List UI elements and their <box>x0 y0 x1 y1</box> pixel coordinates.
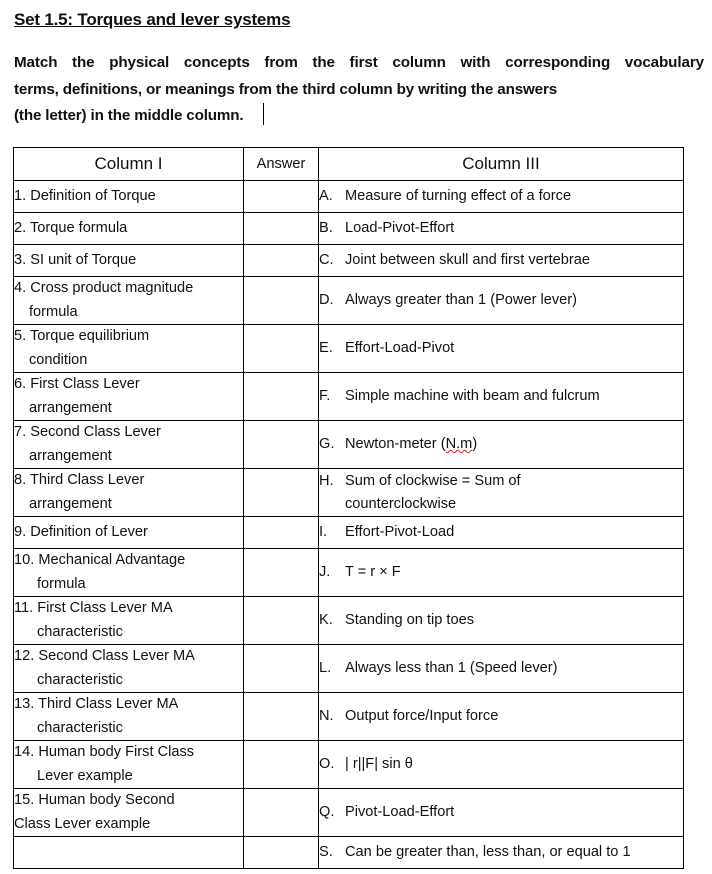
column-1-cell <box>14 421 244 469</box>
spellcheck-flagged-text: N.m <box>445 436 473 452</box>
column-3-cell <box>319 789 684 837</box>
column-1-cell <box>14 325 244 373</box>
header-answer: Answer <box>244 148 319 181</box>
column-1-cell <box>14 245 244 277</box>
option-text: Output force/Input force <box>345 708 499 724</box>
answer-cell[interactable] <box>244 325 319 373</box>
table-header-row <box>14 148 684 181</box>
option-text: Always greater than 1 (Power lever) <box>345 292 577 308</box>
table-row <box>14 421 684 469</box>
table-row <box>14 245 684 277</box>
option-text: Effort-Pivot-Load <box>345 524 455 540</box>
concept-text: 13. Third Class Lever MA <box>14 696 179 712</box>
option-text: Joint between skull and first vertebrae <box>345 252 590 268</box>
concept-text-continued: condition <box>29 351 88 368</box>
instructions <box>14 50 704 130</box>
option-text: Sum of clockwise = Sum of <box>345 472 521 489</box>
option-text: Newton-meter ( <box>345 436 446 452</box>
instructions-line-3 <box>14 103 704 130</box>
table-row <box>14 597 684 645</box>
option-letter: I. <box>319 524 328 540</box>
column-1-cell <box>14 213 244 245</box>
column-1-cell <box>14 517 244 549</box>
option-letter: H. <box>319 472 334 489</box>
concept-text-continued: formula <box>29 303 78 320</box>
column-3-cell <box>319 421 684 469</box>
option-text: Measure of turning effect of a force <box>345 188 572 204</box>
concept-text: 15. Human body Second <box>14 792 175 808</box>
column-3-cell <box>319 837 684 869</box>
column-3-cell <box>319 181 684 213</box>
column-1-cell <box>14 789 244 837</box>
answer-cell[interactable] <box>244 421 319 469</box>
answer-cell[interactable] <box>244 469 319 517</box>
column-3-cell <box>319 597 684 645</box>
column-3-cell <box>319 741 684 789</box>
answer-cell[interactable] <box>244 373 319 421</box>
answer-cell[interactable] <box>244 245 319 277</box>
option-text-end: ) <box>472 436 478 452</box>
table-row <box>14 789 684 837</box>
concept-text-continued: formula <box>37 575 86 592</box>
answer-cell[interactable] <box>244 645 319 693</box>
concept-text-continued: characteristic <box>37 671 123 688</box>
option-letter: J. <box>319 564 331 580</box>
option-letter: L. <box>319 660 332 676</box>
concept-text: 11. First Class Lever MA <box>14 600 173 616</box>
column-1-cell <box>14 741 244 789</box>
option-letter: F. <box>319 388 331 404</box>
instructions-line-3-text: (the letter) in the middle column. <box>14 107 244 124</box>
concept-text-continued: arrangement <box>29 399 112 416</box>
column-1-cell <box>14 469 244 517</box>
option-text: Effort-Load-Pivot <box>345 340 455 356</box>
answer-cell[interactable] <box>244 213 319 245</box>
table-row <box>14 837 684 869</box>
column-1-cell <box>14 645 244 693</box>
column-3-cell <box>319 325 684 373</box>
concept-text: 12. Second Class Lever MA <box>14 648 195 664</box>
option-letter: A. <box>319 188 333 204</box>
option-letter: B. <box>319 220 333 236</box>
column-3-cell <box>319 213 684 245</box>
column-3-cell <box>319 517 684 549</box>
table-row <box>14 741 684 789</box>
answer-cell[interactable] <box>244 837 319 869</box>
text-cursor <box>263 103 264 125</box>
matching-table <box>13 147 684 869</box>
concept-text: 7. Second Class Lever <box>14 424 161 440</box>
concept-text: 9. Definition of Lever <box>14 523 148 540</box>
table-row <box>14 549 684 597</box>
concept-text-continued: Lever example <box>37 767 133 784</box>
table-row <box>14 373 684 421</box>
concept-text: 8. Third Class Lever <box>14 472 145 488</box>
table-row <box>14 213 684 245</box>
column-1-cell <box>14 181 244 213</box>
concept-text-continued: Class Lever example <box>14 815 151 832</box>
header-column-1: Column I <box>14 148 244 181</box>
column-3-cell <box>319 245 684 277</box>
column-1-cell <box>14 277 244 325</box>
table-row <box>14 693 684 741</box>
answer-cell[interactable] <box>244 181 319 213</box>
column-1-cell <box>14 373 244 421</box>
column-3-cell <box>319 549 684 597</box>
answer-cell[interactable] <box>244 517 319 549</box>
column-3-cell <box>319 693 684 741</box>
concept-text: 10. Mechanical Advantage <box>14 552 186 568</box>
option-text: Pivot-Load-Effort <box>345 804 455 820</box>
concept-text-continued: arrangement <box>29 447 112 464</box>
option-text-continued: counterclockwise <box>345 495 457 512</box>
table-row <box>14 517 684 549</box>
answer-cell[interactable] <box>244 597 319 645</box>
concept-text: 5. Torque equilibrium <box>14 328 150 344</box>
worksheet-title: Set 1.5: Torques and lever systems <box>14 10 291 29</box>
instructions-line-2: terms, definitions, or meanings from the third column by writing the answers <box>14 80 558 98</box>
concept-text: 4. Cross product magnitude <box>14 280 194 296</box>
column-3-cell <box>319 277 684 325</box>
option-letter: O. <box>319 756 335 772</box>
answer-cell[interactable] <box>244 277 319 325</box>
concept-text: 6. First Class Lever <box>14 376 140 392</box>
table-row <box>14 645 684 693</box>
header-column-3: Column III <box>319 148 684 181</box>
concept-text-continued: arrangement <box>29 495 112 512</box>
concept-text-continued: characteristic <box>37 719 123 736</box>
option-letter: D. <box>319 292 334 308</box>
table-row <box>14 325 684 373</box>
answer-cell[interactable] <box>244 789 319 837</box>
answer-cell[interactable] <box>244 549 319 597</box>
option-text: Standing on tip toes <box>345 612 475 628</box>
column-3-cell <box>319 645 684 693</box>
table-row <box>14 277 684 325</box>
option-letter: S. <box>319 844 333 860</box>
instructions-line-1: Match the physical concepts from the first column with corresponding vocabulary <box>14 54 704 71</box>
option-letter: C. <box>319 252 334 268</box>
option-text: Always less than 1 (Speed lever) <box>345 660 558 676</box>
option-letter: G. <box>319 436 335 452</box>
option-text: | r||F| sin θ <box>345 756 413 772</box>
option-text: Load-Pivot-Effort <box>345 220 455 236</box>
option-letter: Q. <box>319 804 335 820</box>
column-3-cell <box>319 373 684 421</box>
column-3-cell <box>319 469 684 517</box>
concept-text: 1. Definition of Torque <box>14 187 156 204</box>
concept-text: 14. Human body First Class <box>14 744 195 760</box>
column-1-cell <box>14 837 244 869</box>
option-text: Simple machine with beam and fulcrum <box>345 388 600 404</box>
column-1-cell <box>14 549 244 597</box>
option-letter: E. <box>319 340 333 356</box>
concept-text: 2. Torque formula <box>14 219 128 236</box>
table-row <box>14 469 684 517</box>
answer-cell[interactable] <box>244 693 319 741</box>
column-1-cell <box>14 597 244 645</box>
option-text: T = r × F <box>345 564 401 580</box>
answer-cell[interactable] <box>244 741 319 789</box>
table-row <box>14 181 684 213</box>
concept-text-continued: characteristic <box>37 623 123 640</box>
option-letter: K. <box>319 612 333 628</box>
option-letter: N. <box>319 708 334 724</box>
concept-text: 3. SI unit of Torque <box>14 251 137 268</box>
column-1-cell <box>14 693 244 741</box>
option-text: Can be greater than, less than, or equal to 1 <box>345 844 631 860</box>
